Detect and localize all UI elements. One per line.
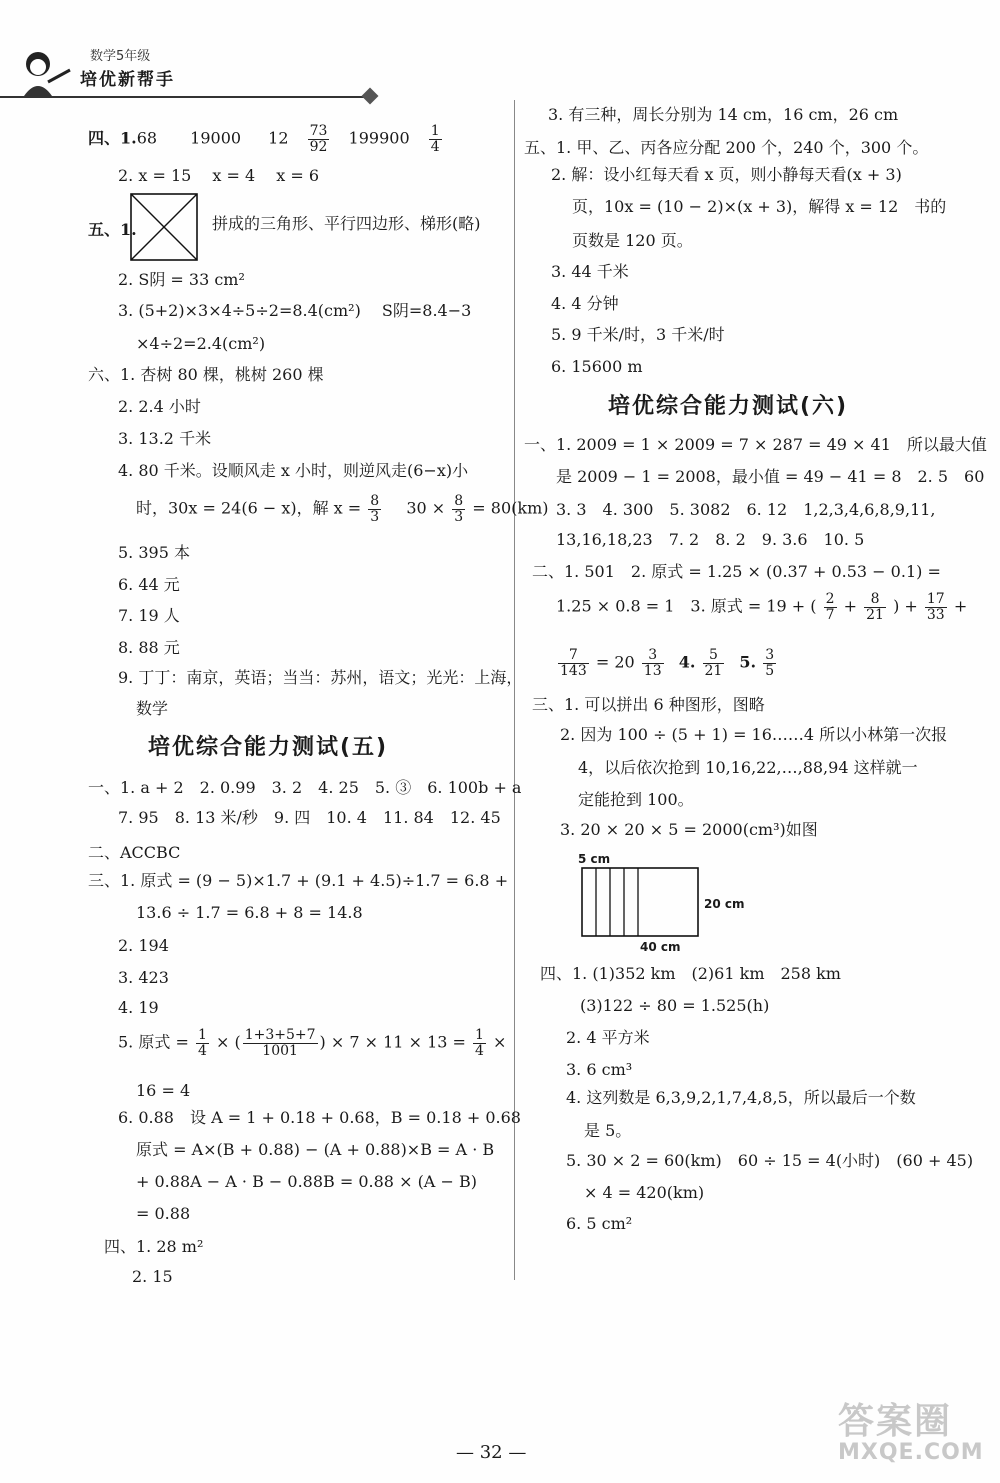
square-diagonal-figure <box>130 193 198 264</box>
left-q5-2: 2. S阴 = 33 cm² <box>118 270 245 289</box>
left-q5-1-text: 拼成的三角形、平行四边形、梯形(略) <box>212 214 481 233</box>
left-q6-7: 7. 19 人 <box>118 606 180 625</box>
right-t6-4-3: 3. 6 cm³ <box>566 1060 633 1079</box>
left-t5-3-6b: 原式 = A×(B + 0.88) − (A + 0.88)×B = A · B <box>136 1140 495 1159</box>
right-t6-1b: 是 2009 − 1 = 2008，最小值 = 49 − 41 = 8 2. 5 60 <box>556 467 985 486</box>
left-q6-1: 六、1. 杏树 80 棵，桃树 260 棵 <box>88 365 324 384</box>
right-5-1: 五、1. 甲、乙、丙各应分配 200 个，240 个，300 个。 <box>524 138 929 157</box>
watermark-logo: 答案圈 MXQE.COM <box>838 1401 984 1465</box>
right-5-5: 5. 9 千米/时，3 千米/时 <box>551 325 725 344</box>
right-t6-1d: 13,16,18,23 7. 2 8. 2 9. 3.6 10. 5 <box>556 530 865 549</box>
left-q5-3a: 3. (5+2)×3×4÷5÷2=8.4(cm²) S阴=8.4−3 <box>118 301 472 320</box>
right-t6-3-2b: 4，以后依次抢到 10,16,22,…,88,94 这样就一 <box>578 758 918 777</box>
page-number: — 32 — <box>456 1442 527 1463</box>
right-5-6: 6. 15600 m <box>551 357 643 376</box>
column-divider <box>514 100 515 1280</box>
header-mascot-icon <box>14 48 74 98</box>
right-t6-4-5a: 5. 30 × 2 = 60(km) 60 ÷ 15 = 4(小时) (60 + 45) <box>566 1151 974 1170</box>
left-t5-2: 二、ACCBC <box>88 843 181 862</box>
left-t5-4-1: 四、1. 28 m² <box>104 1237 204 1256</box>
right-5-3: 3. 44 千米 <box>551 262 629 281</box>
right-t6-4-4b: 是 5。 <box>584 1121 632 1140</box>
right-5-4: 4. 4 分钟 <box>551 294 619 313</box>
left-q4-1: 四、1.68 19000 12 $\frac{73}{92}$ 199900 $\frac{1}{4}$ <box>88 123 440 155</box>
right-5-2a: 2. 解：设小红每天看 x 页，则小静每天看(x + 3) <box>551 165 902 184</box>
left-t5-3-3: 3. 423 <box>118 968 169 987</box>
right-3: 3. 有三种，周长分别为 14 cm，16 cm，26 cm <box>548 105 899 124</box>
right-t6-4-6: 6. 5 cm² <box>566 1214 633 1233</box>
fig-label-20cm: 20 cm <box>704 897 745 911</box>
left-t5-3-6a: 6. 0.88 设 A = 1 + 0.18 + 0.68，B = 0.18 + 0.68 <box>118 1108 521 1127</box>
left-t5-3-5b: 16 = 4 <box>136 1081 191 1100</box>
header-title: 培优新帮手 <box>80 70 175 90</box>
right-t6-1c: 3. 3 4. 300 5. 3082 6. 12 1,2,3,4,6,8,9,11, <box>556 500 936 519</box>
right-t6-2a: 二、1. 501 2. 原式 = 1.25 × (0.37 + 0.53 − 0.1) = <box>532 562 941 581</box>
left-q6-5: 5. 395 本 <box>118 543 190 562</box>
right-t6-2b: 1.25 × 0.8 = 1 3. 原式 = 19 + ( $\frac{2}{7}$ + $\frac{8}{21}$ ) + $\frac{17}{33}$ + <box>556 591 968 623</box>
left-q6-3: 3. 13.2 千米 <box>118 429 212 448</box>
left-q5-1-prefix: 五、1. <box>88 220 137 239</box>
right-t6-4-4a: 4. 这列数是 6,3,9,2,1,7,4,8,5，所以最后一个数 <box>566 1088 916 1107</box>
left-q6-2: 2. 2.4 小时 <box>118 397 201 416</box>
right-t6-4-1a: 四、1. (1)352 km (2)61 km 258 km <box>540 964 841 983</box>
left-t5-3-2: 2. 194 <box>118 936 169 955</box>
left-t5-3-1b: 13.6 ÷ 1.7 = 6.8 + 8 = 14.8 <box>136 903 363 922</box>
left-q6-8: 8. 88 元 <box>118 638 180 657</box>
test6-title: 培优综合能力测试(六) <box>608 394 849 419</box>
header-rule-diamond-icon <box>362 88 379 105</box>
right-t6-3-3: 3. 20 × 20 × 5 = 2000(cm³)如图 <box>560 820 818 839</box>
test5-title: 培优综合能力测试(五) <box>148 735 389 760</box>
right-t6-4-1b: (3)122 ÷ 80 = 1.525(h) <box>580 996 770 1015</box>
left-t5-3-6c: + 0.88A − A · B − 0.88B = 0.88 × (A − B) <box>136 1172 477 1191</box>
right-t6-1a: 一、1. 2009 = 1 × 2009 = 7 × 287 = 49 × 41 所以最大值 <box>524 435 987 454</box>
left-t5-3-6d: = 0.88 <box>136 1204 191 1223</box>
left-q4-2: 2. x = 15 x = 4 x = 6 <box>118 166 320 185</box>
right-t6-2c: $\frac{7}{143}$ = 20 $\frac{3}{13}$ 4. $\frac{5}{21}$ 5. $\frac{3}{5}$ <box>560 647 775 679</box>
left-t5-1a: 一、1. a + 2 2. 0.99 3. 2 4. 25 5. ③ 6. 100b + a <box>88 778 522 797</box>
right-5-2c: 页数是 120 页。 <box>572 231 693 250</box>
left-q6-9b: 数学 <box>136 699 169 718</box>
left-t5-4-2: 2. 15 <box>132 1267 173 1286</box>
left-t5-3-4: 4. 19 <box>118 998 159 1017</box>
right-5-2b: 页，10x = (10 − 2)×(x + 3)，解得 x = 12 书的 <box>572 197 947 216</box>
left-q6-4b: 时，30x = 24(6 − x)，解 x = $\frac{8}{3}$ 30 × $\frac{8}{3}$ = 80(km) <box>136 493 549 525</box>
left-t5-1b: 7. 95 8. 13 米/秒 9. 四 10. 4 11. 84 12. 45 <box>118 808 501 827</box>
header-rule <box>0 96 372 98</box>
right-t6-4-5b: × 4 = 420(km) <box>584 1183 705 1202</box>
left-q5-3b: ×4÷2=2.4(cm²) <box>136 334 266 353</box>
left-t5-3-1a: 三、1. 原式 = (9 − 5)×1.7 + (9.1 + 4.5)÷1.7 = 6.8 + <box>88 871 509 890</box>
header-subtitle: 数学5年级 <box>90 49 151 64</box>
fig-label-5cm: 5 cm <box>578 852 611 866</box>
left-q6-4a: 4. 80 千米。设顺风走 x 小时，则逆风走(6−x)小 <box>118 461 469 480</box>
right-t6-3-2c: 定能抢到 100。 <box>578 790 694 809</box>
right-t6-4-2: 2. 4 平方米 <box>566 1028 650 1047</box>
left-t5-3-5: 5. 原式 = $\frac{1}{4}$ × ( $\frac{1+3+5+7}{1001}$ ) × 7 × 11 × 13 = $\frac{1}{4}$ × <box>118 1027 507 1059</box>
right-t6-3-2a: 2. 因为 100 ÷ (5 + 1) = 16……4 所以小林第一次报 <box>560 725 948 744</box>
fig-label-40cm: 40 cm <box>640 940 681 954</box>
right-t6-3-1: 三、1. 可以拼出 6 种图形，图略 <box>532 695 765 714</box>
left-q6-9a: 9. 丁丁：南京，英语；当当：苏州，语文；光光：上海， <box>118 668 523 687</box>
left-q6-6: 6. 44 元 <box>118 575 180 594</box>
